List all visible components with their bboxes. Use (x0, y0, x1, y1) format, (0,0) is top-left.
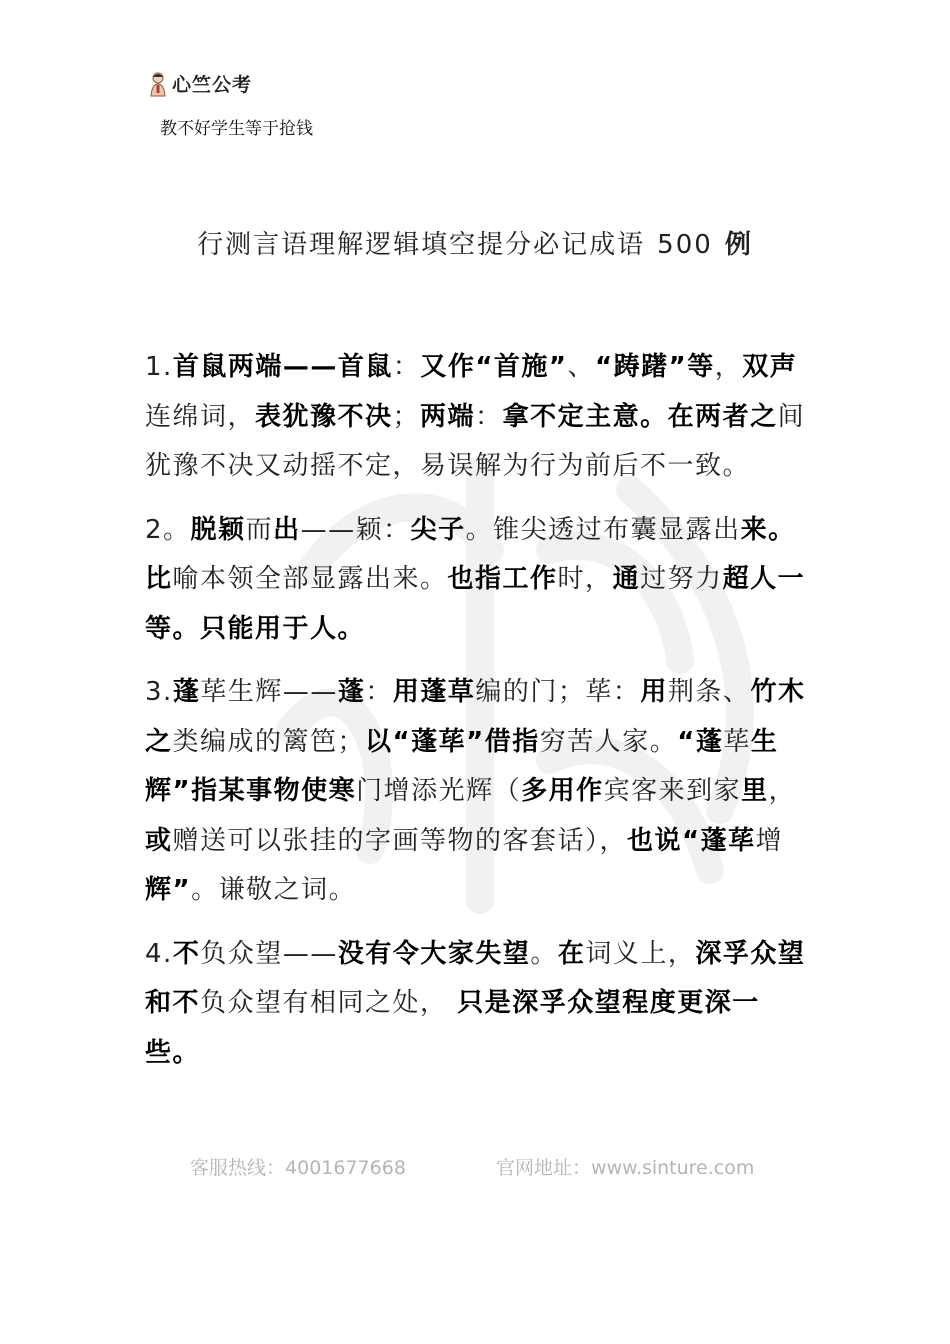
text-segment: 时， (557, 564, 613, 594)
bold-text-segment: 望和不 (145, 938, 806, 1018)
idiom-entry-4 (145, 930, 810, 1079)
site-value: www.sinture.com (591, 1157, 755, 1179)
bold-text-segment: “蓬荜 (682, 825, 756, 856)
text-segment: ， (714, 352, 743, 382)
bold-text-segment: 只是深孚众望程度更深 (457, 988, 733, 1018)
text-segment: 、 (567, 352, 596, 382)
bold-text-segment: 拿不定主意。在两者之 (502, 401, 778, 432)
bold-text-segment: 两端 (420, 401, 476, 432)
bold-text-segment: 或 (145, 825, 173, 856)
bold-text-segment: 脱颖 (190, 514, 246, 545)
idiom-entry-3 (145, 668, 810, 916)
bold-text-segment: 竹 (750, 677, 778, 707)
bold-text-segment: 木之 (145, 677, 806, 757)
scholar-figure-icon (148, 71, 168, 97)
bold-text-segment: 生辉”指某事物使寒 (145, 726, 779, 806)
bold-text-segment: 用 (640, 677, 668, 707)
bold-text-segment: 以“蓬荜”借指 (365, 726, 540, 757)
slogan: 教不好学生等于抢钱 (160, 119, 313, 139)
bold-text-segment: 来。比 (145, 514, 796, 594)
website (496, 1153, 754, 1180)
text-segment: 连绵词， (145, 401, 256, 432)
text-segment: ； (392, 401, 421, 432)
text-segment: 1. (145, 352, 173, 382)
text-segment: 荜 (723, 726, 751, 757)
brand-name: 心竺公考 (172, 74, 253, 96)
bold-text-segment: 通 (612, 564, 641, 594)
text-segment: 宾客来到家 (603, 776, 742, 806)
text-segment: ： (365, 677, 393, 707)
text-segment: 。 (530, 938, 558, 969)
idiom-list (145, 343, 810, 1092)
bold-text-segment: “踌躇”等 (595, 352, 715, 382)
bold-text-segment: 里 (741, 776, 769, 806)
bold-text-segment: 也指工作 (447, 564, 558, 594)
bold-text-segment: 出 (273, 514, 301, 545)
bold-text-segment: 用蓬草 (392, 677, 476, 707)
bold-text-segment: 蓬 (337, 677, 366, 707)
hotline (190, 1153, 406, 1180)
bold-text-segment: 又作“首施” (420, 352, 568, 382)
bold-text-segment: 双声 (742, 352, 798, 382)
idiom-entry-2 (145, 506, 810, 655)
hotline-value: 4001677668 (285, 1157, 406, 1179)
text-segment: 而 (245, 514, 274, 545)
text-segment: 间犹豫不决又动摇不定，易误解为行为前后不一致。 (145, 401, 806, 481)
site-label: 官网地址 (496, 1157, 573, 1179)
text-segment: 门增添光辉（ (356, 776, 522, 806)
text-segment: 类编成的篱笆； (172, 726, 366, 757)
bold-text-segment: 首鼠两端——首鼠 (172, 352, 393, 382)
text-segment: 喻本领全部显露出来。 (172, 564, 448, 594)
hotline-sep: ： (266, 1157, 286, 1179)
page-title (0, 224, 950, 261)
text-segment: 过努力 (640, 564, 723, 594)
title-main: 行测言语理解逻辑填空提分必记成语 (197, 230, 646, 260)
bold-text-segment: 在 (557, 938, 586, 969)
bold-text-segment: 一些。 (145, 988, 760, 1068)
text-segment: 2。 (145, 514, 191, 545)
text-segment: 。谦敬之词。 (191, 875, 357, 905)
text-segment: 3. (145, 677, 173, 707)
text-segment: ： (475, 401, 503, 432)
bold-text-segment: 不 (172, 938, 201, 969)
text-segment: ——颖： (300, 514, 411, 545)
text-segment: 负众望—— (200, 938, 338, 969)
idiom-entry-1 (145, 343, 810, 492)
title-suffix: 例 (724, 230, 753, 260)
text-segment: 。锥尖透过布囊显露出 (465, 514, 741, 545)
text-segment: 编的门；荜： (475, 677, 641, 707)
text-segment: 荆条、 (667, 677, 751, 707)
text-segment: 词义上， (585, 938, 696, 969)
text-segment: 穷苦人家。 (539, 726, 678, 757)
bold-text-segment: 也说 (627, 825, 683, 856)
bold-text-segment: 蓬 (172, 677, 201, 707)
bold-text-segment: 尖子 (410, 514, 466, 545)
bold-text-segment: “蓬 (677, 726, 724, 757)
bold-text-segment: 表犹豫不决 (255, 401, 393, 432)
text-segment: 赠送可以张挂的字画等物的客套话）， (172, 825, 628, 856)
text-segment: 负众望有相同之处， (200, 988, 458, 1018)
bold-text-segment: 深孚众 (695, 938, 778, 969)
brand-header (148, 70, 252, 97)
text-segment: 荜生辉—— (200, 677, 338, 707)
text-segment: 增 (755, 825, 784, 856)
bold-text-segment: 辉” (145, 875, 192, 905)
text-segment: ： (392, 352, 421, 382)
bold-text-segment: 超人一等。只能用于人。 (145, 564, 806, 644)
bold-text-segment: 多用作 (521, 776, 604, 806)
bold-text-segment: 没有令大家失望 (337, 938, 531, 969)
text-segment: 4. (145, 938, 173, 969)
text-segment: ， (768, 776, 797, 806)
hotline-label: 客服热线 (190, 1157, 267, 1179)
site-sep: ： (572, 1157, 592, 1179)
title-count: 500 (657, 230, 713, 260)
